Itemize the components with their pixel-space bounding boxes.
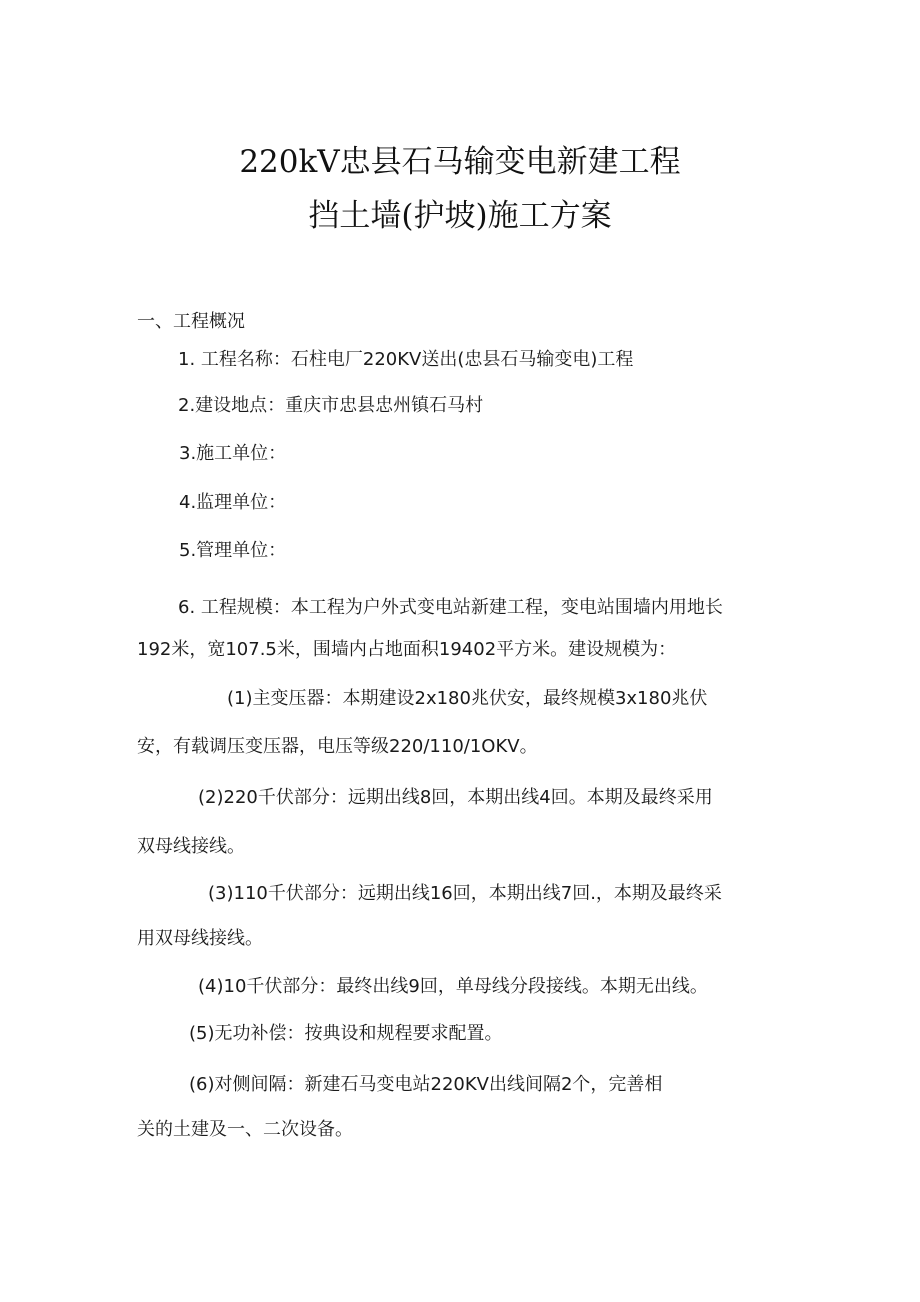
- subitem-110kv-line-2: 用双母线接线。: [137, 928, 263, 949]
- item-supervision-unit: 4.监理单位：: [179, 492, 287, 513]
- item-construction-unit: 3.施工单位：: [179, 443, 287, 464]
- subitem-10kv: (4)10千伏部分：最终出线9回，单母线分段接线。本期无出线。: [198, 976, 708, 997]
- document-title-line-2: 挡土墙(护坡)施工方案: [308, 198, 612, 234]
- subitem-110kv-line-1: (3)110千伏部分：远期出线16回，本期出线7回.，本期及最终采: [208, 883, 722, 904]
- subitem-reactive-compensation: (5)无功补偿：按典设和规程要求配置。: [189, 1023, 503, 1044]
- subitem-opposite-bay-line-1: (6)对侧间隔：新建石马变电站220KV出线间隔2个，完善相: [189, 1074, 663, 1095]
- document-title-line-1: 220kV忠县石马输变电新建工程: [239, 144, 681, 180]
- item-project-scale-line-2: 192米，宽107.5米，围墙内占地面积19402平方米。建设规模为：: [137, 639, 677, 660]
- item-project-name: 1. 工程名称：石柱电厂220KV送出(忠县石马输变电)工程: [178, 349, 634, 370]
- subitem-main-transformer-line-2: 安，有载调压变压器，电压等级220/110/1OKV。: [137, 736, 538, 757]
- subitem-220kv-line-1: (2)220千伏部分：远期出线8回，本期出线4回。本期及最终采用: [198, 787, 713, 808]
- subitem-220kv-line-2: 双母线接线。: [137, 836, 245, 857]
- subitem-opposite-bay-line-2: 关的土建及一、二次设备。: [137, 1119, 353, 1140]
- subitem-main-transformer-line-1: (1)主变压器：本期建设2x180兆伏安，最终规模3x180兆伏: [227, 688, 708, 709]
- item-management-unit: 5.管理单位：: [179, 540, 287, 561]
- item-project-scale-line-1: 6. 工程规模：本工程为户外式变电站新建工程，变电站围墙内用地长: [178, 597, 723, 618]
- section-heading: 一、工程概况: [137, 311, 245, 332]
- item-construction-site: 2.建设地点：重庆市忠县忠州镇石马村: [178, 395, 484, 416]
